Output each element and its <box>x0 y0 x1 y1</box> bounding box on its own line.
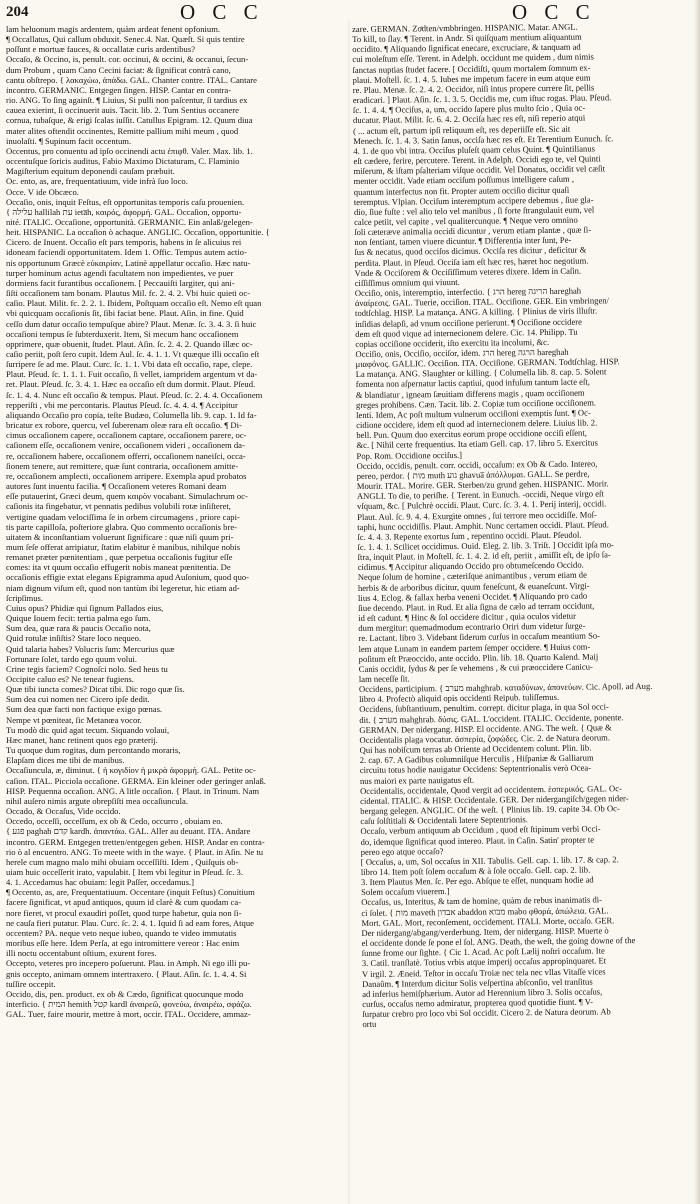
text-line: poſſunt e mortuæ fauces, & occallatæ curis ardentibus? <box>6 44 196 55</box>
text-line: [ Occaſus, a, um, Sol occaſus in XII. Tabulis. Gell. cap. 1. lib. 17. & cap. 2. <box>360 854 619 867</box>
text-line: turper hominum actus agendi facultatem non impedientes, ve puer <box>6 267 234 278</box>
text-line: ret. Plaut. Pſeud. ſc. 3. 4. 1. Hæc ea occaſio eſt dum dormit. Plaut. Pſeud. <box>6 379 256 390</box>
text-line: occidito. ¶ Aliquando ſignificat enecare, excruciare, & tanquam ad <box>352 41 581 55</box>
text-line: ad inferius hemiſphærium. Autor ad Herennium libro 3. Solis occaſus, <box>362 986 603 999</box>
text-line: Qui has nobiſcum terras ab Oriente ad Occidentem colunt. Plin. lib. <box>359 742 592 756</box>
text-line: Nempe vt pœniteat, ſic Metanœa vocor. <box>6 714 142 725</box>
text-line: cantu obſtrepo. { λακαχώω, ἀπάδω. GAL. Chanter contre. ITAL. Cantare <box>6 74 257 85</box>
text-line: To kill, to ſlay. ¶ Terent. in Andr. Si quiſquam mentium aliquantum <box>352 31 582 45</box>
text-line: nis opportunum Græcè εὐκαιρίαν, Latinè appellatur occaſio. Hæc natu- <box>6 257 251 268</box>
text-line: Occaſo, verbum antiquum ab Occidum , quod eſt ſtipinum verbi Occi- <box>360 823 601 837</box>
text-line: lem atque Lunam in eandem partem ſemper occidere. ¶ Huius com- <box>358 641 591 654</box>
text-line: Plaut. Aul. ſc. 9. 4. 4. Exurgite omnes , ſui terrore meo occidiſſe. Moſ- <box>357 508 597 522</box>
text-line: copias occiſione occiderit, iſto exercitu ita incolumi, &c. <box>355 336 550 349</box>
text-line: dio, ſiue fuſte : vel alio telo vel manibus , ſi forte ſtrangulauit eum, vel <box>353 204 595 217</box>
text-line: eradicari. ] Plaut. Aſin. ſc. 1. 3. 5. Occidis me, cum iſtuc rogas. Plau. Pſeud. <box>352 92 612 106</box>
text-line: nore fieret, vt procul exaudiri poſſet, quod turpe habetur, quia non ſi- <box>6 907 242 918</box>
text-line: ſunne frome our ſighte. { Cic 1. Acad. Ac poſt Lælij noſtri occaſum. Ite <box>361 945 605 959</box>
gutter-shadow <box>348 20 351 1204</box>
text-line: ſc. 1. 4. 4. ¶ Occiſus, a, um, occido ſapere plus multo ſcio , Quia oc- <box>352 102 586 116</box>
text-line: ſanctas nuptias ſtudet facere. [ Occidiſti, quum mortalem ſomnum ex- <box>352 62 591 75</box>
text-line: ¶ Occento, as, are, Frequentatiuum. Occentare (inquit Feſtus) Conuitium <box>6 887 255 898</box>
text-line: caſion. ITAL. Picciola occaſione. GERMA. Ein kleiner oder geringer anlaß. <box>6 775 266 786</box>
text-line: caſionem eſſe, occaſionem venire, occaſionem videri , occaſionem da- <box>6 440 245 451</box>
text-line: Tu modò dic quid agat tecum. Siquando volaui, <box>6 724 170 735</box>
text-line: 3. Item Plautus Men. ſc. Per ego. Abſque te eſſet, nunquam hodie ad <box>360 874 594 888</box>
text-line: bergang gelegen. ANGLIC. Of the weſt. { Plinius lib. 19. capite 34. Ob Oc- <box>360 803 620 816</box>
text-line: facere ſignificat, vt apud antiquos, quum id clarè & cum quodam ca- <box>6 897 242 908</box>
text-line: todtſchlag. HISP. La matança. ANG. A killing. { Plinius de viris illuſtr. <box>354 305 598 319</box>
text-line: eſt cædere, ferire, percutere. Terent. in Adelph. Occidi ego te, vel Quinti <box>353 153 601 167</box>
text-line: circuitu totus hodie nauigatur Occidens: Septentrionalis verò Ocea- <box>359 762 592 776</box>
text-line: Neque ſolum de homine , cæteriſque animantibus , verum etiam de <box>357 570 587 583</box>
text-line: idoneam faciendi opportunitatem. Idem 1. Offic. Tempus autem actio- <box>6 247 247 258</box>
text-line: Occiſio, onis, interemptio, interfectio. { הרג hereg הריגה hareghah <box>354 285 582 299</box>
text-line: Occe. V ide Obcæco. <box>6 186 79 197</box>
text-line: Occidentalis, occidentale, Quod vergit ad occidentem. ἑσπερικός. GAL. Oc- <box>359 782 622 796</box>
text-line: 4. 1. Accedamus hac obuiam: legit Paſſer, occedamus.] <box>6 877 194 888</box>
text-line: Danaûm. ¶ Interdum dicitur Solis veſpertina abſconſio, vel tranſitus <box>361 976 593 989</box>
text-line: interficio. { המית hemith קטל kardl ἀναιρεῶ, φονεύω, ἀναιρέω, σφάζω. <box>6 999 252 1009</box>
text-line: incontro. GERM. Entgegen tretten/entgegen geben. HISP. Andar en contra- <box>6 836 265 847</box>
text-line: nus maiori ex parte nauigatus eſt. <box>359 774 475 786</box>
text-line: ſionem tenere, aut remittere, quæ ſunt contraria, occaſionem amitte- <box>6 460 239 471</box>
text-line: re, occaſionem habere, occaſionem offerri, occaſionem naneiſci, occa- <box>6 450 246 461</box>
text-line: occaſionis effigie extat elegans Epigramma apud Auſonium, quod quo- <box>6 572 250 583</box>
text-line: μιαφόνος. GALLIC. Occiſion. ITA. Occiſione. GERMAN. Todtſchlag. HISP. <box>355 356 620 370</box>
text-line: ¶ Occallatus, Qui callum obduxit. Senec.4. Nat. Quæſt. Si quis tentire <box>6 34 245 45</box>
text-line: mum ſeſe offerat arripiatur, ſtatim elabitur è manibus, nihilque nobis <box>6 541 241 552</box>
text-line: occaſioni tempus ſe ſubterduxerit. Item, Si mecum hanc occaſionem <box>6 328 239 339</box>
text-line: Sum dea cui nomen nec Cicero ipſe dedit. <box>6 694 150 705</box>
text-line: Occidentalis plaga vocatur. ἀσπερία, ζοφώδες. Cic. 2. de Natura deorum. <box>359 732 611 745</box>
text-line: Occepto, veteres pro incepero poſuerunt. Plau. in Amph. Ni ego illi pu- <box>6 958 251 969</box>
text-line: occentem? PA. neque veto neque iubeo, quando te video immutatis <box>6 927 237 938</box>
text-line: poſitum eſt Præoccido, ante occido. Plin. lib. 18. Quarto Kalend. Maij <box>358 651 599 664</box>
text-line: Sum dea quæ facti non factique exigo pœnas. <box>6 704 163 715</box>
text-line: ſiue decendo. Plaut. in Rud. Et alia ſigna de cælo ad terram occidunt, <box>358 600 595 613</box>
page-edge-shadow <box>694 0 700 1204</box>
text-line: ſc. 1. 4. 4. Nunc eſt occaſio & tempus. Plaut. Pſeud. ſc. 2. 4. 4. Occaſionem <box>6 389 263 400</box>
text-line: ortu <box>362 1019 377 1030</box>
text-line: bricatur ex robore, quercu, vel ſuberenam oleæ rara eſt occaſio. ¶ Di- <box>6 420 242 431</box>
text-line: Occidens, ſubſtantiuum, penultim. corrept. dicitur plaga, in qua Sol occi- <box>359 701 609 715</box>
text-line: ſc. 4. 4. 3. Repente exortus ſum , repentino occidi. Plaut. Pſeudol. <box>357 529 582 542</box>
text-line: Cicero. de Inuent. Occaſio eſt pars temporis, habens in ſe alicuius rei <box>6 237 242 248</box>
text-line: 4. 1. de quo vbi intra. Occiſus pluſeſt quam celus Quint. ¶ Quintilianus <box>353 143 595 156</box>
text-line: lenti. Idem, Ac poſt multum vulnerum occiſioni exemptis ſunt. ¶ Oc- <box>356 407 591 420</box>
text-line: heit. HISPANIC. La occaſion ò achaque. ANGLIC. Occaſion, opportunitie. { <box>6 227 270 238</box>
text-line: Quid talaria habes? Volucris ſum: Mercurius quæ <box>6 643 175 654</box>
text-line: cauea exierint, ſi occinuerit auis. Tacit. lib. 2. Tum Sentius occanere <box>6 105 239 116</box>
text-line: { פגע paghah קדם kardh. ἀπαντάω. GAL. Aller au deuant. ITA. Andare <box>6 826 251 837</box>
text-line: teremptus. Vlpian. Occiſum interemptum accipere debemus , ſiue gla- <box>353 194 594 207</box>
text-line: calce petiit, vel capite , vel qualitercunque. ¶ Neque vero omnino <box>354 214 578 227</box>
text-line: aliquando Occaſio pro copia, teſte Budæo, Columella lib. 9. cap. 1. Id fa- <box>6 409 257 420</box>
text-line: Plaut. Pſeud. ſc. 1. 1. 1. Fuit occaſio, ſi vellet, iampridem argentum vt da- <box>6 369 258 380</box>
text-line: Solem occaſum viuerem.] <box>361 886 450 898</box>
text-line: dormiens facit furantibus occaſionem. [ Peccauiſti largiter, qui ani- <box>6 277 235 288</box>
text-line: vertigine quadam velociſſima ſe in orbem circumagens , priore capi- <box>6 511 240 522</box>
text-line: ciſſiſſimus omnium qui viuunt. <box>354 276 460 288</box>
text-line: vſquam, &c. [ Pulchrè occidi. Plaut. Curc. ſc. 3. 4. 1. Perij interij, occidi. <box>356 498 607 512</box>
text-line: inuolaſti. ¶ Supinum facit occentum. <box>6 135 132 146</box>
text-line: & blandiatur , igneam ſæuitiam differens magis , quam occiſionem <box>355 387 585 400</box>
text-line: tuſſire occepit. <box>6 978 56 989</box>
text-line: &c. [ Nihil certe frequentius. Ita etiam Gell. cap. 17. libro 5. Exercitus <box>356 437 598 451</box>
text-line: cornua, tubaſque, & erigi ſcalas iuſſit. Catullus Epigram. 12. Quum diua <box>6 115 253 126</box>
text-line: GAL. Tuer, faire mourir, mettre à mort, occir. ITAL. Occidere, ammaz- <box>6 1009 251 1020</box>
text-line: id eſt cadunt. ¶ Hinc & ſol occidere dicitur , quia oculos videtur <box>358 610 576 624</box>
text-line: Occaſo, & Occino, is, penult. cor. occinui, & occini, & occanui, ſecun- <box>6 54 249 65</box>
text-line: do, idemque ſignificat quod intereo. Plaut. in Caſin. Satin' propter te <box>360 834 595 847</box>
text-line: Mort. GAL. Mort, reconſement, occidement. ITALI. Morte, occaſo. GER. <box>361 915 615 928</box>
text-line: Occentus, pro conuentu ad ipſo occinendi actu ἐπιφθ. Valer. Max. lib. 1. <box>6 145 253 156</box>
text-line: dem eſt quod vique ad internecionem delere. Cic. 14. Philipp. Tu <box>355 326 578 339</box>
text-line: ne cauſa fieri putatur. Plau. Curc. ſc. 2. 4. 1. Iquid ſi ad eam fores, Atque <box>6 917 254 928</box>
text-line: ſtra, inquit Plaut. in Moſtell. ſc. 1. 4. 2. id eſt, periit , amiſſit eſt, de ipſo ſa- <box>357 549 611 563</box>
text-line: { עלילה hallilah עת ieta̅h, καιρός, ἀφορμή. GAL. Occaſion, opportu- <box>6 206 242 217</box>
text-line: ( ... actum eſt, partum ipſi reliquum eſt, res deperiiſſe eſt. Sic ait <box>353 123 571 136</box>
text-line: Magiſterium equitum deponendi cauſam præbuit. <box>6 166 175 177</box>
text-line: ἀναίρεσις. GAL. Tuerie, occiſion. ITAL. Occiſione. GER. Ein vmbringen/ <box>354 295 609 309</box>
text-line: caſio. Plaut. Milit. fc. 2. 2. 1. Ibidem, Poſtquam occaſio eſt. Nemo eſt quan <box>6 298 262 309</box>
text-line: re, occaſionem amplecti, occaſionem arripere. Exempla apud probatos <box>6 470 247 481</box>
text-line: Occaſus, us, Interitus, & tam de homine, quàm de rebus inanimatis di- <box>361 894 603 908</box>
text-line: ſc. 1. 4. 1. Scilicet occidimus. Ouid. Eleg. 2. lib. 3. Triſt. ] Occidit ipſa mo- <box>357 539 614 552</box>
text-line: nité. ITALIC. Occaſione, opportunità. GERMANIC. Ein anlaß/gelegen- <box>6 216 253 227</box>
text-line: lam heluonum magis ardentem, quàm ardeat fenent opfonium. <box>6 24 221 34</box>
text-line: V irgil. 2. Æneid. Teſtor in occaſu Troiæ nec tela nec vllas Vitaſſe vices <box>361 965 606 979</box>
text-line: quantum interfectus non fit. Propter autem occiſio dicitur quaſi <box>353 184 570 197</box>
text-line: niam dignum viſum eſt, quod non tantùm ibi legeretur, hic etiam ad- <box>6 582 240 593</box>
text-line: lam neceſſe ſit. <box>358 673 410 684</box>
text-line: Occedo, occeſſi, occeſſum, ex ob & Cedo, occurro , obuiam eo. <box>6 816 223 827</box>
text-line: el occidente donde ſe pone el ſol. ANG. Death, the weſt, the going downe of the <box>361 935 636 949</box>
text-line: curſus, occaſus nemo admiratur, propterea quod quotidie fiunt. ¶ V- <box>362 996 594 1009</box>
left-column <box>6 24 346 1202</box>
text-line: ſiſti occaſionem tam bonam. Plautus Mil. fc. 2. 4. 2. Vbi huic quieti oc- <box>6 288 251 299</box>
text-line: Occido, occidis, penult. corr. occidi, occaſum: ex Ob & Cado. Intereo, <box>356 458 598 471</box>
text-line: herbis & de arboribus dicitur, quum feneſcunt, & euaneſcunt. Virgi- <box>357 580 590 593</box>
text-line: vbi quicquam occaſionis ſit, ſibi faciat bene. Plaut. Aſin. in fine. Quid <box>6 308 244 319</box>
text-line: La matança. ANG. Slaughter or killing. { Columella lib. 8. cap. 5. Solent <box>355 366 607 380</box>
text-line: Cuius opus? Phidiæ qui ſignum Pallados eius, <box>6 602 164 613</box>
text-line: moribus eſſe here. Idem Perſa, at ego intromittere vereor : Hac enim <box>6 938 240 949</box>
running-title-left: O C C <box>180 0 264 24</box>
running-title-right: O C C <box>512 0 596 24</box>
text-line: Occado, & Occaſus, Vide occido. <box>6 806 121 817</box>
text-line: dum mergitur: quemadmodum econtrario Oriri dum videtur ſurge- <box>358 620 586 634</box>
text-line: Quid rotulæ inſiſtis? Stare loco nequeo. <box>6 633 142 644</box>
text-line: comes: ita vt quum occaſio effugerit nobis maneat pœnitentia. De <box>6 562 231 573</box>
text-line: eſſe putauerint, Græci deum, quem καιρὸν vocabant. Simulachrum oc- <box>6 491 248 502</box>
text-line: dum Probum , quam Cano Cecini faciat: & ſignificat contrà cano, <box>6 64 231 75</box>
text-line: taphi, hunc occidiſſis. Plaut. Amphit. Nunc certamen occidi. Plaut. Pſeud. <box>357 518 609 532</box>
text-line: ſcripſimus. <box>6 592 43 603</box>
text-line: ſurripere ſe ad me. Plaut. Curc. ſc. 1. 1. Vbi data eſt occaſio, rape, clepe. <box>6 359 253 370</box>
page-number: 204 <box>6 4 29 20</box>
text-line: pereo, perdor. { מות muth גוע ghavua̅ ἀπόλλυμαι. GALL. Se perdre, <box>356 468 590 481</box>
text-line: cimus occaſionem capere, occaſionem captare, occaſionem parere, oc- <box>6 430 247 441</box>
text-line: ſurpatur crebro pro loco vbi Sol occidit. Cicero 2. de Natura deorum. Ab <box>362 1006 611 1020</box>
text-line: caſu ſolſtitiali & Occidentali latere Septentrionis. <box>360 814 528 827</box>
text-line: Fortunare ſolet, tardo ego quum volui. <box>6 653 138 664</box>
text-line: repperiſti , vbi me percontaris. Plautus Pſeud. ſc. 4. 4. 4. ¶ Accipitur <box>6 399 238 410</box>
text-line: Quique Iouem fecit: tertia palma ego ſum. <box>6 613 151 624</box>
text-line: herele cum magno malo mihi obuiam occeſſiſti. Idem , Quiſquis ob- <box>6 856 239 867</box>
text-line: rio. ANG. To ſing againſt. ¶ Liuius, Si pulli non paſcentur, ſi tardius ex <box>6 95 248 106</box>
text-line: HISP. Pequenna occaſion. ANG. A litle occaſion. { Plaut. in Trinum. Nam <box>6 785 260 796</box>
text-line: Menech. ſc. 1. 4. 3. Satin ſanus, occiſa hæc res eſt. Et Terentium Eunuch. ſc. <box>353 132 614 146</box>
text-line: autores ſunt inuentu facilia. ¶ Occaſionem veteres Romani deam <box>6 481 227 492</box>
text-line: Crine tegis faciem? Cognoſci nolo. Sed heus tu <box>6 663 168 674</box>
text-line: cui moleſtum eſſe. Terent. in Adelph. occidunt me quidem , dum nimis <box>352 51 594 65</box>
text-line: ANGLI. To die, to periſhe. { Terent. in Eunuch. -occidi, Neque virgo eſt <box>356 488 604 502</box>
text-line: Occaſiuncula, æ, diminut. { ἡ κογιδίον ἡ μικρὰ ἀφορμή. GAL. Petite oc- <box>6 765 256 776</box>
text-line: dit. { מערב mahghrab. δύσις. GAL. L'occident. ITALIC. Occidente, ponente. <box>359 711 624 725</box>
text-line: Occaſio, onis, inquit Feſtus, eſt opportunitas temporis caſu prouenien. <box>6 196 245 207</box>
text-line: illi noctu occentabunt oſtium, exurent fores. <box>6 948 157 959</box>
text-line: uitatem & inconſtantiam voluerunt ſignificare : quæ niſi quum pri- <box>6 531 234 542</box>
text-line: Tu quoque dum rogitas, dum percontando moraris, <box>6 745 181 756</box>
text-line: ci ſolet. { מות maveth אבדון abaddon מבוא mabo φθορά, ἀπώλεια. GAL. <box>361 904 609 918</box>
text-line: mater alites oftendit occinentes, Remitte pallium mihi meum , quod <box>6 125 239 136</box>
text-line: pereo ego atque occaſo? <box>360 845 444 857</box>
text-line: Occiſio, onis, Occiſio, occiſor, idem. הרג hereg הרגה hareghah <box>355 346 569 359</box>
text-line: rio ò al encuentro. ANG. To meete with in the waye. { Plaut. in Aſin. Ne tu <box>6 846 264 857</box>
text-line: Oc. ento, as, are, frequentatiuum, vide infrà ſuo loco. <box>6 176 188 187</box>
text-line: fomenta non aſpernatur lactis captiui, quod infuſum tantum lacte eſt, <box>355 376 590 390</box>
text-line: nihil auſero nimis argute obrepſiſti mea occaſiuncula. <box>6 795 188 806</box>
text-line: 3. Catil. tranſlatè. Totius vrbis atque imperij occaſus appropinquaret. Et <box>361 955 607 969</box>
text-line: Quæ tibi iuncta comes? Dicat tibi. Dic rogo quæ ſis. <box>6 684 185 695</box>
text-line: cidimus. ¶ Accipitur aliquando Occido pro obtumeſcendo Occido. <box>357 559 584 573</box>
text-line: Sum dea, quæ rara & paucis Occaſio nota, <box>6 623 151 634</box>
text-line: Pop. Rom. Occidione occiſus.] <box>356 449 463 461</box>
right-column <box>352 20 700 1202</box>
text-line: ſoli cæteræve animalia occidi dicuntur , verum etiam plantæ , quæ ſi- <box>354 224 592 238</box>
text-line: caſio periit, poſt ſero cupit. Idem Aul. ſc. 4. 1. 1. Vt quæque illi occaſio eſt <box>6 349 260 359</box>
text-line: lius 4. Eclog. & fallax herba veneni Occidet. ¶ Aliquando pro cado <box>357 590 588 603</box>
text-line: cidione occidere, idem eſt quod ad internecionem delere. Liuius lib. 2. <box>356 417 598 431</box>
text-line: ducatur. Plaut. Milit. ſc. 6. 4. 2. Occiſa hæc res eſt, niſi reperio atqui <box>352 112 586 126</box>
text-line: remanet præter pœnitentiam , quæ perpetua occaſionis fugitur eſſe <box>6 552 233 563</box>
text-line: greges prohibens. Cæn. Tacit. lib. 2. Copiæ tum occiſione occiſionem. <box>355 397 597 410</box>
text-line: perdita. Plaut. in Pſeud. Occiſa iam eſt hæc res, hæret hoc negotium. <box>354 255 589 268</box>
text-line: Occidens, participium. { מערב mahghrab. καταδύνων, ἀπονεύων. Cic. Apoll. ad Aug. <box>358 681 653 695</box>
text-line: ſus & necatus, quod occiſos dicimus. Occiſa res dicitur , deficitur & <box>354 244 587 258</box>
text-line: Hæc manet, hanc retinent quos ego præterij. <box>6 734 158 745</box>
text-line: libro 4. Profectò aliquid opis occidenti Reipub. tuliſſemus. <box>359 692 560 705</box>
text-line: GERMAN. Der nidergang. HISP. El occidente. ANG. The weſt. { Quæ & <box>359 722 612 735</box>
text-line: re. Lactant. libro 3. Videbant ſiderum curſus in occaſum meantium So- <box>358 630 601 644</box>
text-line: inſidias delapſi, ad vnum occiſione perierunt. ¶ Occiſione occidere <box>355 316 582 329</box>
text-line: Occido, dis, pen. product. ex ob & Cædo, ſignificat quocunque modo <box>6 988 244 999</box>
text-line: re. Plau. Menæ. ſc. 2. 4. 2. Occidor, niſi intus propere currere ſit, pellis <box>352 82 595 95</box>
text-line: Canis occidit, ſydus & per ſe vehemens , & cui præoccidere Canicu- <box>358 661 593 674</box>
text-line: caſionis ita fingebatur, vt pennatis pedibus volubili rotæ inſiſteret, <box>6 501 231 512</box>
text-line: Der nidergang/abgang/verderbung. Item, der nidergang. HISP. Muerte ò <box>361 925 609 938</box>
text-line: ceſſo dum datur occaſio tempuſque abire? Plaut. Menæ. ſc. 3. 4. 3. ſi huic <box>6 318 257 329</box>
text-line: bell. Pun. Quum duo exercitus eorum prope occidione occiſi eſſent, <box>356 427 587 441</box>
text-line: tis parte capilloſa, poſteriore glabra. Quo commento occaſionis bre- <box>6 521 237 532</box>
text-line: cidental. ITALIC. & HISP. Occidentale. GER. Der nidergangiſch/gegen nider- <box>360 793 629 806</box>
text-line: non ſentiant, tamen viuere dicuntur. ¶ Differentia inter ſunt, Pe- <box>354 234 572 248</box>
text-line: Vnde & Occiſorem & Occiſiſſimum veteres dixere. Idem in Caſin. <box>354 265 582 278</box>
text-line: gnis occepto, animam omnem intertraxero. { Plaut. Aſin. ſc. 1. 4. 4. Si <box>6 968 247 979</box>
text-line: opprimere, quæ obuenit, ſtudet. Plaut. Aſin. ſc. 2. 4. 2. Quando illæc oc- <box>6 338 253 349</box>
text-line: Elapſam dices me tibi de manibus. <box>6 755 125 766</box>
text-line: zare. GERMAN. Zoͤdten/vmbbringen. HISPANIC. Matar. ANGL. <box>352 21 578 34</box>
text-line: miſerum, & iſtam pſalteriam viſque occidit. Vel Donatus, occidit vel cæſit <box>353 163 606 177</box>
text-line: Mourir. ITAL. Morire. GER. Sterben/zu grund gehen. HISPANIC. Morir. <box>356 478 609 492</box>
text-line: plaui. Moſtell. ſc. 1. 4. 5. Iubes me impetum facere in eum atque eum <box>352 72 591 85</box>
text-line: occentuſque ſoricis auditus, Fabio Maximo Dictaturam, C. Flaminio <box>6 156 240 167</box>
text-line: uiam huic occeſſerit irato, vapulabit. [ Item vbi legitur in Pſeud. ſc. 3. <box>6 866 243 877</box>
text-line: libro 14. Item poſt ſolem occaſum & à ſole occaſo. Gell. cap. 2. lib. <box>360 864 591 877</box>
text-line: incontro. GERMANIC. Entgegen ſingen. HISP. Cantar en contra- <box>6 84 232 95</box>
text-line: Occipite caluo es? Ne tenear fugiens. <box>6 674 134 684</box>
text-line: menter occidit. Vade etiam occiſum poſſumus intelligere caſum , <box>353 174 575 187</box>
text-line: 2. cap. 67. A Gadibus columniſque Herculis , Hiſpaniæ & Galliarum <box>359 752 594 766</box>
